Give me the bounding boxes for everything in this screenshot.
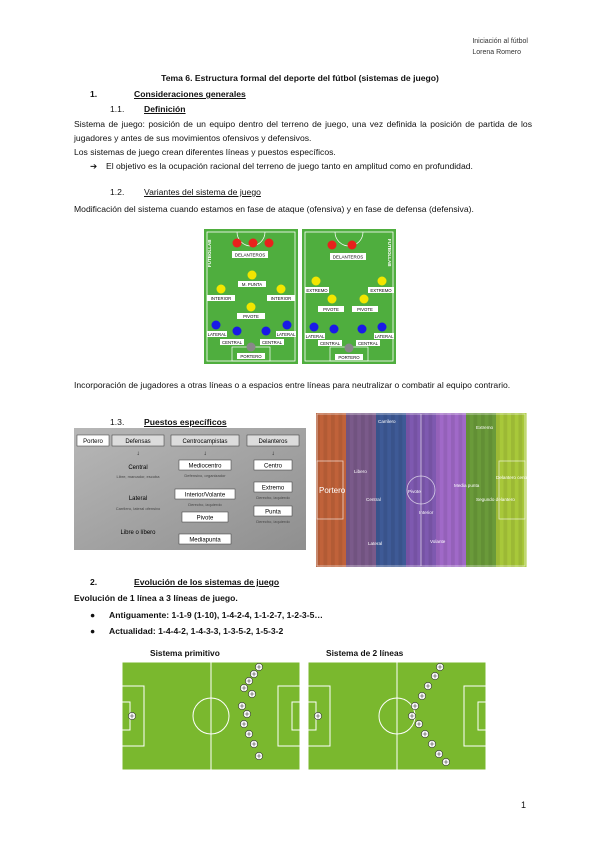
position-central-sub: Libre, marcador, escoba	[116, 474, 160, 479]
two-line-system-field	[308, 662, 486, 770]
field-label-segundo-delantero: Segundo delantero	[476, 497, 515, 502]
subsection-number: 1.1.	[110, 104, 125, 114]
section-1-heading	[90, 89, 246, 99]
position-libre: Libre o líbero	[120, 530, 156, 536]
section-title: Evolución de los sistemas de juego	[134, 577, 280, 587]
header-author: Lorena Romero	[472, 49, 521, 56]
position-portero: Portero	[83, 439, 103, 445]
position-interior-sub: Derecho, izquierdo	[188, 502, 222, 507]
incorporation-paragraph: Incorporación de jugadores a otras líneas o a espacios entre líneas para neutralizar o combatir al equipo contrario.	[74, 380, 511, 390]
systems-list	[90, 607, 520, 639]
field-label-carrilero: Carrilero	[378, 419, 396, 424]
bullet-icon: ●	[90, 626, 96, 636]
fig3-right-caption: Sistema de 2 líneas	[326, 648, 404, 658]
position-extremo: Extremo	[261, 485, 285, 492]
primitive-system-field	[122, 662, 300, 770]
bullet-label: Antiguamente:	[109, 610, 170, 620]
variants-paragraph: Modificación del sistema cuando estamos en fase de ataque (ofensiva) y en fase de defensa (defensiva).	[74, 204, 474, 214]
fig3-left-caption: Sistema primitivo	[150, 648, 220, 658]
player-label: PIVOTE	[323, 307, 339, 312]
position-central: Central	[128, 465, 148, 471]
field-label-lateral: Lateral	[368, 541, 383, 546]
position-extremo-sub: Derecho, izquierdo	[256, 495, 290, 500]
position-delanteros: Delanteros	[258, 439, 288, 445]
field-label-volante: Volante	[430, 539, 446, 544]
player-label: LATERAL	[276, 332, 296, 337]
position-centro-delantero: Centro	[263, 463, 283, 470]
field-label-extremo: Extremo	[476, 425, 494, 430]
player-label: LATERAL	[207, 332, 227, 337]
player-label: CENTRAL	[319, 341, 341, 346]
running-header	[472, 36, 528, 58]
evolution-paragraph: Evolución de 1 línea a 3 líneas de juego.	[74, 593, 238, 603]
section-2-heading	[90, 577, 279, 587]
bullet-text: 1-1-9 (1-10), 1-4-2-4, 1-1-2-7, 1-2-3-5…	[169, 610, 323, 620]
svg-text:↓: ↓	[203, 451, 207, 457]
player-label: PIVOTE	[243, 314, 259, 319]
brand-label: FUTBOLLAB	[387, 239, 392, 267]
positions-chart	[74, 428, 306, 550]
svg-text:↓: ↓	[136, 451, 140, 457]
player-label: DELANTEROS	[332, 254, 364, 260]
position-defensas: Defensas	[125, 439, 151, 445]
subsection-number: 1.2.	[110, 187, 125, 197]
field-label-portero: Portero	[319, 486, 346, 495]
positions-field-figure	[316, 413, 530, 567]
subsection-title: Definición	[144, 104, 186, 114]
systems-evolution-figure	[122, 662, 486, 770]
position-punta: Punta	[265, 509, 281, 516]
definition-paragraph: Sistema de juego: posición de un equipo dentro del terreno de juego, una vez definida la posición de partida de los jugadores y antes de sus movimientos ofensivos y defensivos.	[74, 119, 532, 143]
field-label-central: Central	[366, 497, 381, 502]
list-item	[90, 623, 520, 639]
defensive-formation-field	[302, 229, 396, 364]
player-label: PORTERO	[240, 354, 262, 359]
bullet-text: 1-4-4-2, 1-4-3-3, 1-3-5-2, 1-5-3-2	[155, 626, 284, 636]
field-label-media-punta: Media punta	[454, 483, 480, 488]
subsection-title: Variantes del sistema de juego	[144, 187, 261, 197]
header-course: Iniciación al fútbol	[472, 38, 528, 45]
offensive-formation-field	[204, 229, 298, 364]
player-label: EXTREMO	[306, 288, 328, 293]
field-label-delantero-centro: Delantero centro	[496, 475, 530, 480]
objective-text: El objetivo es la ocupación racional del terreno de juego tanto en amplitud como en profundidad.	[106, 161, 473, 171]
player-label: CENTRAL	[357, 341, 379, 346]
bullet-icon: ●	[90, 610, 96, 620]
position-punta-sub: Derecho, izquierdo	[256, 519, 290, 524]
list-item	[90, 607, 520, 623]
player-label: EXTREMO	[370, 288, 392, 293]
position-mediapunta: Mediapunta	[189, 537, 221, 544]
player-label: PIVOTE	[357, 307, 373, 312]
section-number: 1.	[90, 89, 98, 99]
position-interior: Interior/Volante	[184, 492, 226, 499]
player-label: CENTRAL	[221, 340, 243, 345]
player-label: INTERIOR	[210, 296, 232, 301]
player-label: PORTERO	[338, 355, 360, 360]
player-label: M. PUNTA	[241, 282, 263, 287]
field-label-interior: Interior	[419, 510, 434, 515]
page-title: Tema 6. Estructura formal del deporte del fútbol (sistemas de juego)	[161, 73, 439, 83]
position-pivote: Pivote	[196, 515, 214, 522]
player-label: LATERAL	[374, 334, 394, 339]
position-lateral-sub: Carrilero, lateral ofensivo	[115, 506, 161, 511]
svg-text:↓: ↓	[271, 451, 275, 457]
player-label: LATERAL	[305, 334, 325, 339]
section-title: Consideraciones generales	[134, 89, 246, 99]
brand-label: FUTBOLLAB	[207, 239, 212, 267]
subsection-number: 1.3.	[110, 417, 125, 427]
player-label: INTERIOR	[270, 296, 292, 301]
subsection-1-2-heading	[110, 187, 261, 197]
section-number: 2.	[90, 577, 98, 587]
position-mediocentro-sub: Defensivo, organizador	[184, 473, 226, 478]
formation-variants-figure	[204, 229, 396, 364]
field-label-pivote: Pivote	[408, 489, 421, 494]
position-centrocampistas: Centrocampistas	[182, 439, 228, 445]
page-number: 1	[520, 800, 526, 810]
position-lateral: Lateral	[128, 496, 148, 502]
arrow-icon: ➔	[90, 161, 98, 171]
subsection-title: Puestos específicos	[144, 417, 227, 427]
objective-note	[90, 161, 540, 172]
subsection-1-1-heading	[110, 104, 186, 114]
player-label: DELANTEROS	[234, 252, 266, 258]
field-label-libero: Libero	[354, 469, 367, 474]
bullet-label: Actualidad:	[109, 626, 156, 636]
subsection-1-3-heading	[110, 417, 227, 427]
position-mediocentro: Mediocentro	[188, 463, 222, 470]
lines-paragraph: Los sistemas de juego crean diferentes líneas y puestos específicos.	[74, 147, 336, 157]
player-label: CENTRAL	[261, 340, 283, 345]
